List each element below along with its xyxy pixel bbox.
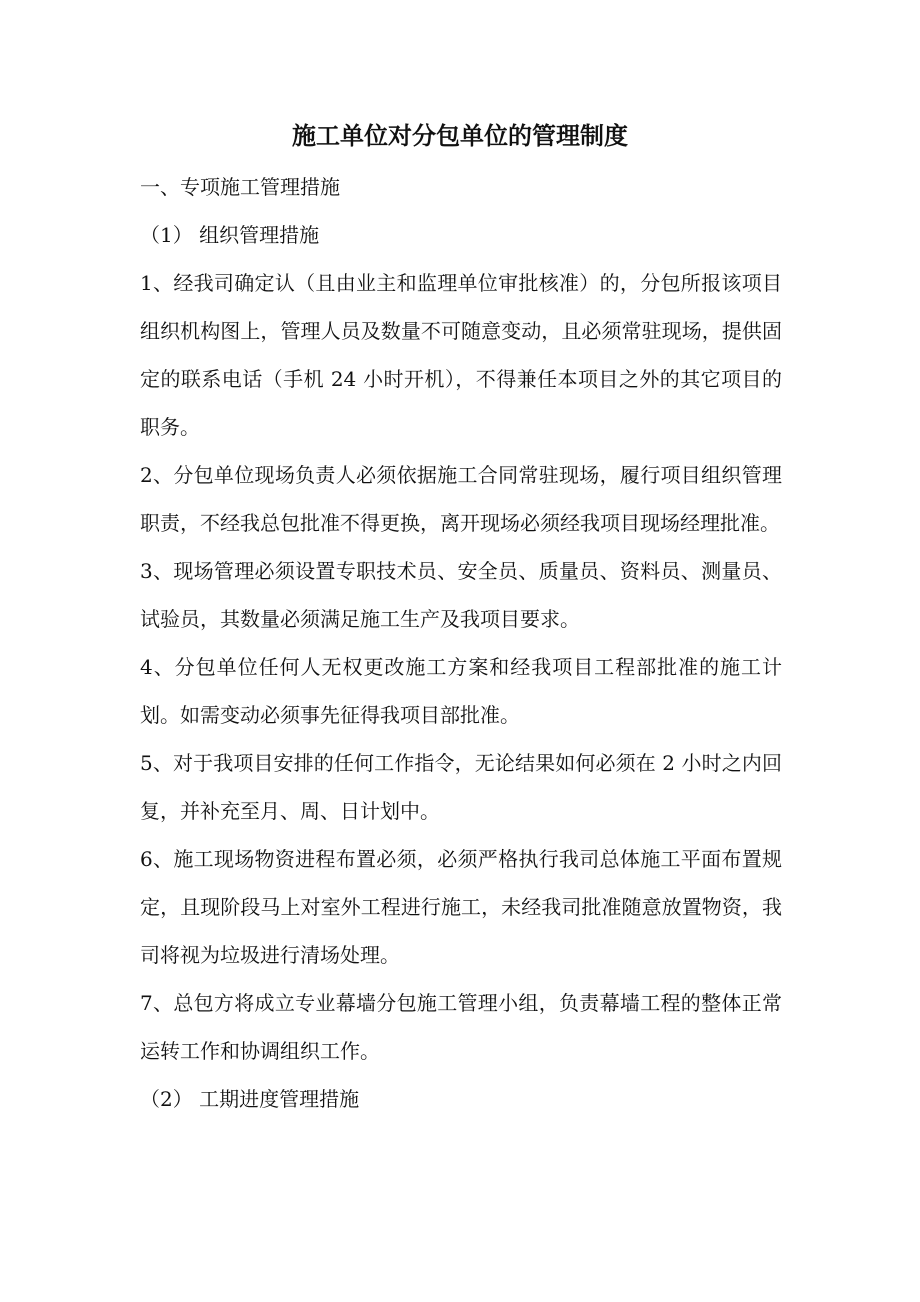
paragraph: 1、经我司确定认（且由业主和监理单位审批核准）的，分包所报该项目组织机构图上，管理人员及数量不可随意变动，且必须常驻现场，提供固定的联系电话（手机 24 小时开机），不得兼任本项目之外的其它项目的职务。 <box>140 271 782 439</box>
section-heading: 一、专项施工管理措施 <box>140 175 340 199</box>
paragraph: 7、总包方将成立专业幕墙分包施工管理小组，负责幕墙工程的整体正常运转工作和协调组织工作。 <box>140 991 782 1063</box>
document-body <box>140 163 782 1123</box>
paragraph: 3、现场管理必须设置专职技术员、安全员、质量员、资料员、测量员、试验员，其数量必须满足施工生产及我项目要求。 <box>140 559 782 631</box>
paragraph: 2、分包单位现场负责人必须依据施工合同常驻现场，履行项目组织管理职责，不经我总包批准不得更换，离开现场必须经我项目现场经理批准。 <box>140 463 782 535</box>
paragraph: 5、对于我项目安排的任何工作指令，无论结果如何必须在 2 小时之内回复，并补充至月、周、日计划中。 <box>140 751 782 823</box>
subsection-heading: （2） 工期进度管理措施 <box>140 1087 360 1111</box>
document-title: 施工单位对分包单位的管理制度 <box>292 121 628 150</box>
paragraph: 4、分包单位任何人无权更改施工方案和经我项目工程部批准的施工计划。如需变动必须事先征得我项目部批准。 <box>140 655 782 727</box>
subsection-heading: （1） 组织管理措施 <box>140 223 320 247</box>
paragraph: 6、施工现场物资进程布置必须，必须严格执行我司总体施工平面布置规定，且现阶段马上对室外工程进行施工，未经我司批准随意放置物资，我司将视为垃圾进行清场处理。 <box>140 847 782 967</box>
